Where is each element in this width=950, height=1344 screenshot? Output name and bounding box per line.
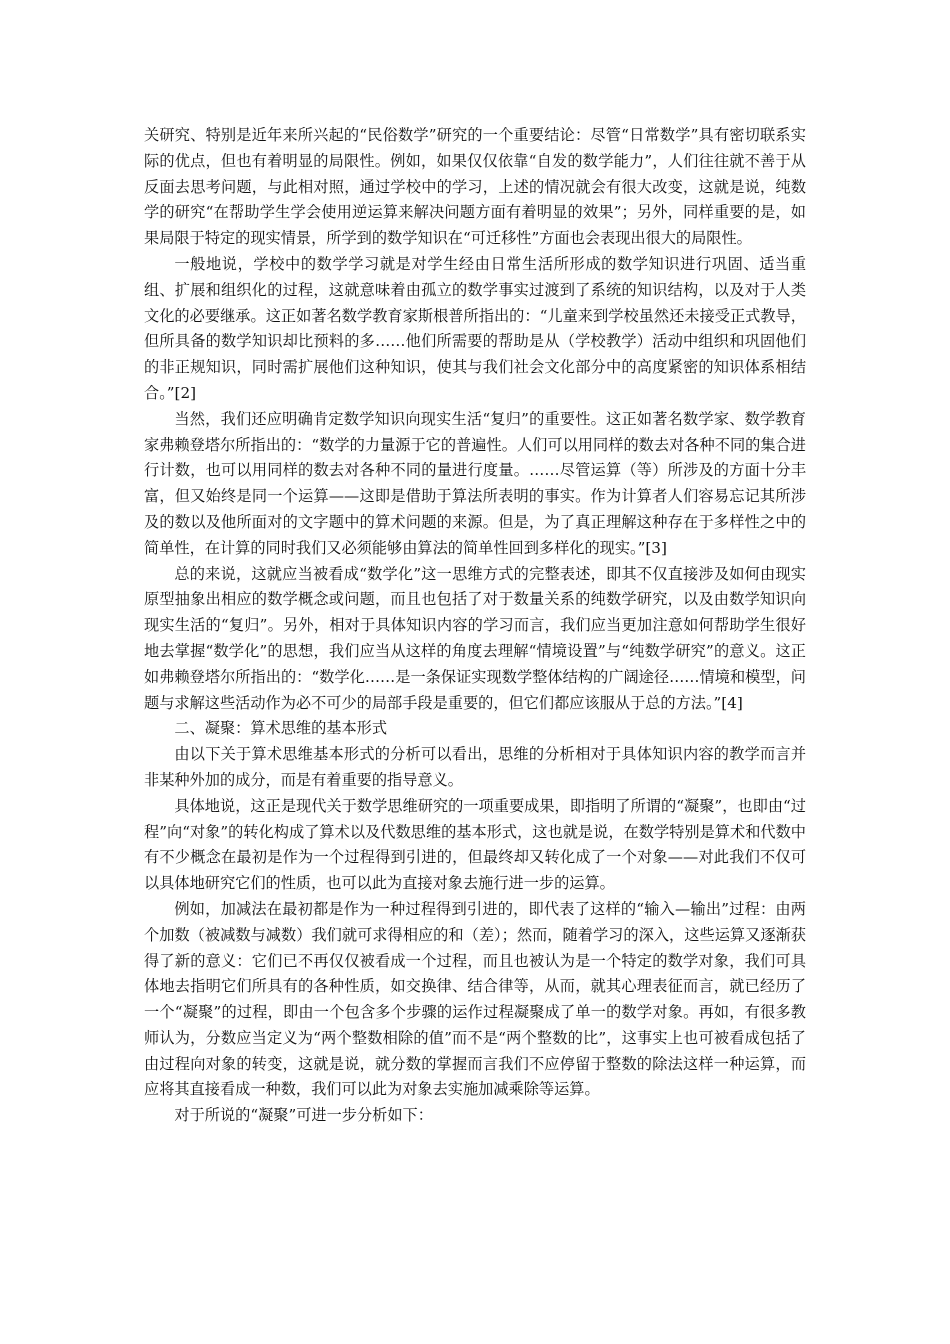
paragraph-further-analysis: 对于所说的“凝聚”可进一步分析如下：: [174, 1106, 433, 1125]
document-body: [144, 123, 806, 1129]
paragraph-school-learning: 一般地说，学校中的数学学习就是对学生经由日常生活所形成的数学知识进行巩固、适当重组、扩展和组织化的过程，这就意味着由孤立的数学事实过渡到了系统的知识结构，以及对于人类文化的必要继承。这正如著名数学教育家斯根普所指出的：“儿童来到学校虽然还未接受正式教导，但所具备的数学知识却比预料的多……他们所需要的帮助是从（学校教学）活动中组织和巩固他们的非正规知识，同时需扩展他们这种知识，使其与我们社会文化部分中的高度紧密的知识体系相结合。”[2]: [144, 254, 806, 402]
paragraph-analysis-intro: 由以下关于算术思维基本形式的分析可以看出，思维的分析相对于具体知识内容的教学而言并非某种外加的成分，而是有着重要的指导意义。: [144, 745, 806, 789]
paragraph-continued: 关研究、特别是近年来所兴起的“民俗数学”研究的一个重要结论：尽管“日常数学”具有密切联系实际的优点，但也有着明显的局限性。例如，如果仅仅依靠“自发的数学能力”，人们往往就不善于从反面去思考问题，与此相对照，通过学校中的学习，上述的情况就会有很大改变，这就是说，纯数学的研究“在帮助学生学会使用逆运算来解决问题方面有着明显的效果”；另外，同样重要的是，如果局限于特定的现实情景，所学到的数学知识在“可迁移性”方面也会表现出很大的局限性。: [144, 126, 806, 248]
paragraph-example: 例如，加减法在最初都是作为一种过程得到引进的，即代表了这样的“输入—输出”过程：由两个加数（被减数与减数）我们就可求得相应的和（差）；然而，随着学习的深入，这些运算又逐渐获得了新的意义：它们已不再仅仅被看成一个过程，而且也被认为是一个特定的数学对象，我们可具体地去指明它们所具有的各种性质，如交换律、结合律等，从而，就其心理表征而言，就已经历了一个“凝聚”的过程，即由一个包含多个步骤的运作过程凝聚成了单一的数学对象。再如，有很多教师认为，分数应当定义为“两个整数相除的值”而不是“两个整数的比”，这事实上也可被看成包括了由过程向对象的转变，这就是说，就分数的掌握而言我们不应停留于整数的除法这样一种运算，而应将其直接看成一种数，我们可以此为对象去实施加减乘除等运算。: [144, 899, 806, 1099]
paragraph-return-to-reality: 当然，我们还应明确肯定数学知识向现实生活“复归”的重要性。这正如著名数学家、数学教育家弗赖登塔尔所指出的：“数学的力量源于它的普遍性。人们可以用同样的数去对各种不同的集合进行计数，也可以用同样的数去对各种不同的量进行度量。……尽管运算（等）所涉及的方面十分丰富，但又始终是同一个运算——这即是借助于算法所表明的事实。作为计算者人们容易忘记其所涉及的数以及他所面对的文字题中的算术问题的来源。但是，为了真正理解这种存在于多样性之中的简单性，在计算的同时我们又必须能够由算法的简单性回到多样化的现实。”[3]: [144, 409, 806, 557]
paragraph-mathematization: 总的来说，这就应当被看成“数学化”这一思维方式的完整表述，即其不仅直接涉及如何由现实原型抽象出相应的数学概念或问题，而且也包括了对于数量关系的纯数学研究，以及由数学知识向现实生活的“复归”。另外，相对于具体知识内容的学习而言，我们应当更加注意如何帮助学生很好地去掌握“数学化”的思想，我们应当从这样的角度去理解“情境设置”与“纯数学研究”的意义。这正如弗赖登塔尔所指出的：“数学化……是一条保证实现数学整体结构的广阔途径……情境和模型，问题与求解这些活动作为必不可少的局部手段是重要的，但它们都应该服从于总的方法。”[4]: [144, 564, 806, 712]
paragraph-condensation: 具体地说，这正是现代关于数学思维研究的一项重要成果，即指明了所谓的“凝聚”，也即由“过程”向“对象”的转化构成了算术以及代数思维的基本形式，这也就是说，在数学特别是算术和代数中有不少概念在最初是作为一个过程得到引进的，但最终却又转化成了一个对象——对此我们不仅可以具体地研究它们的性质，也可以此为直接对象去施行进一步的运算。: [144, 796, 806, 893]
section-heading: 二、凝聚：算术思维的基本形式: [174, 719, 388, 738]
